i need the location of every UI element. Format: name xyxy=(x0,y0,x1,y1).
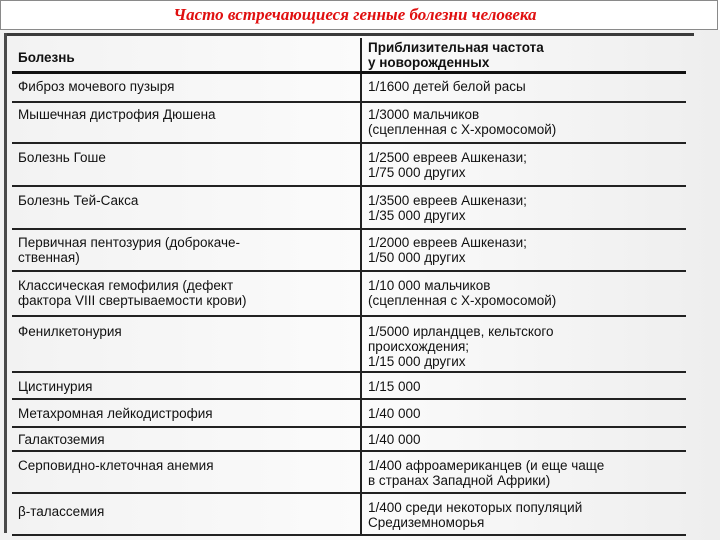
frequency-cell: 1/1600 детей белой расы xyxy=(361,72,686,102)
disease-cell: Классическая гемофилия (дефект фактора VIII свертываемости крови) xyxy=(12,271,361,316)
table-row xyxy=(12,427,686,451)
frequency-cell: 1/15 000 xyxy=(361,372,686,399)
header-disease: Болезнь xyxy=(12,38,361,72)
frequency-cell: 1/3500 евреев Ашкенази; 1/35 000 других xyxy=(361,186,686,229)
scan-border-top xyxy=(4,33,694,36)
disease-cell: Фиброз мочевого пузыря xyxy=(12,72,361,102)
table-row xyxy=(12,372,686,399)
header-frequency: Приблизительная частота у новорожденных xyxy=(361,38,686,72)
frequency-cell: 1/400 среди некоторых популяций Средиземноморья xyxy=(361,493,686,535)
table-row xyxy=(12,72,686,102)
disease-frequency-table xyxy=(12,38,686,536)
disease-cell: Метахромная лейкодистрофия xyxy=(12,399,361,427)
disease-cell: Галактоземия xyxy=(12,427,361,451)
slide-title: Часто встречающиеся генные болезни человека xyxy=(173,5,537,24)
title-bar xyxy=(0,0,718,30)
table-row xyxy=(12,143,686,186)
disease-cell: Цистинурия xyxy=(12,372,361,399)
frequency-cell: 1/3000 мальчиков (сцепленная с Х-хромосомой) xyxy=(361,102,686,143)
disease-cell: β-талассемия xyxy=(12,493,361,535)
table-header-row xyxy=(12,38,686,72)
frequency-cell: 1/10 000 мальчиков (сцепленная с Х-хромосомой) xyxy=(361,271,686,316)
table-row xyxy=(12,316,686,372)
table-row xyxy=(12,451,686,493)
table-row xyxy=(12,102,686,143)
disease-cell: Фенилкетонурия xyxy=(12,316,361,372)
frequency-cell: 1/5000 ирландцев, кельтского происхождения; 1/15 000 других xyxy=(361,316,686,372)
table-row xyxy=(12,493,686,535)
table-row xyxy=(12,271,686,316)
table-row xyxy=(12,229,686,271)
scanned-page xyxy=(0,30,720,540)
frequency-cell: 1/2500 евреев Ашкенази; 1/75 000 других xyxy=(361,143,686,186)
scan-border-left xyxy=(4,33,7,533)
disease-cell: Серповидно-клеточная анемия xyxy=(12,451,361,493)
disease-cell: Первичная пентозурия (доброкаче- ственная) xyxy=(12,229,361,271)
disease-cell: Болезнь Тей-Сакса xyxy=(12,186,361,229)
frequency-cell: 1/2000 евреев Ашкенази; 1/50 000 других xyxy=(361,229,686,271)
disease-cell: Болезнь Гоше xyxy=(12,143,361,186)
frequency-cell: 1/40 000 xyxy=(361,399,686,427)
frequency-cell: 1/40 000 xyxy=(361,427,686,451)
frequency-cell: 1/400 афроамериканцев (и еще чаще в странах Западной Африки) xyxy=(361,451,686,493)
disease-cell: Мышечная дистрофия Дюшена xyxy=(12,102,361,143)
table-row xyxy=(12,399,686,427)
table-row xyxy=(12,186,686,229)
